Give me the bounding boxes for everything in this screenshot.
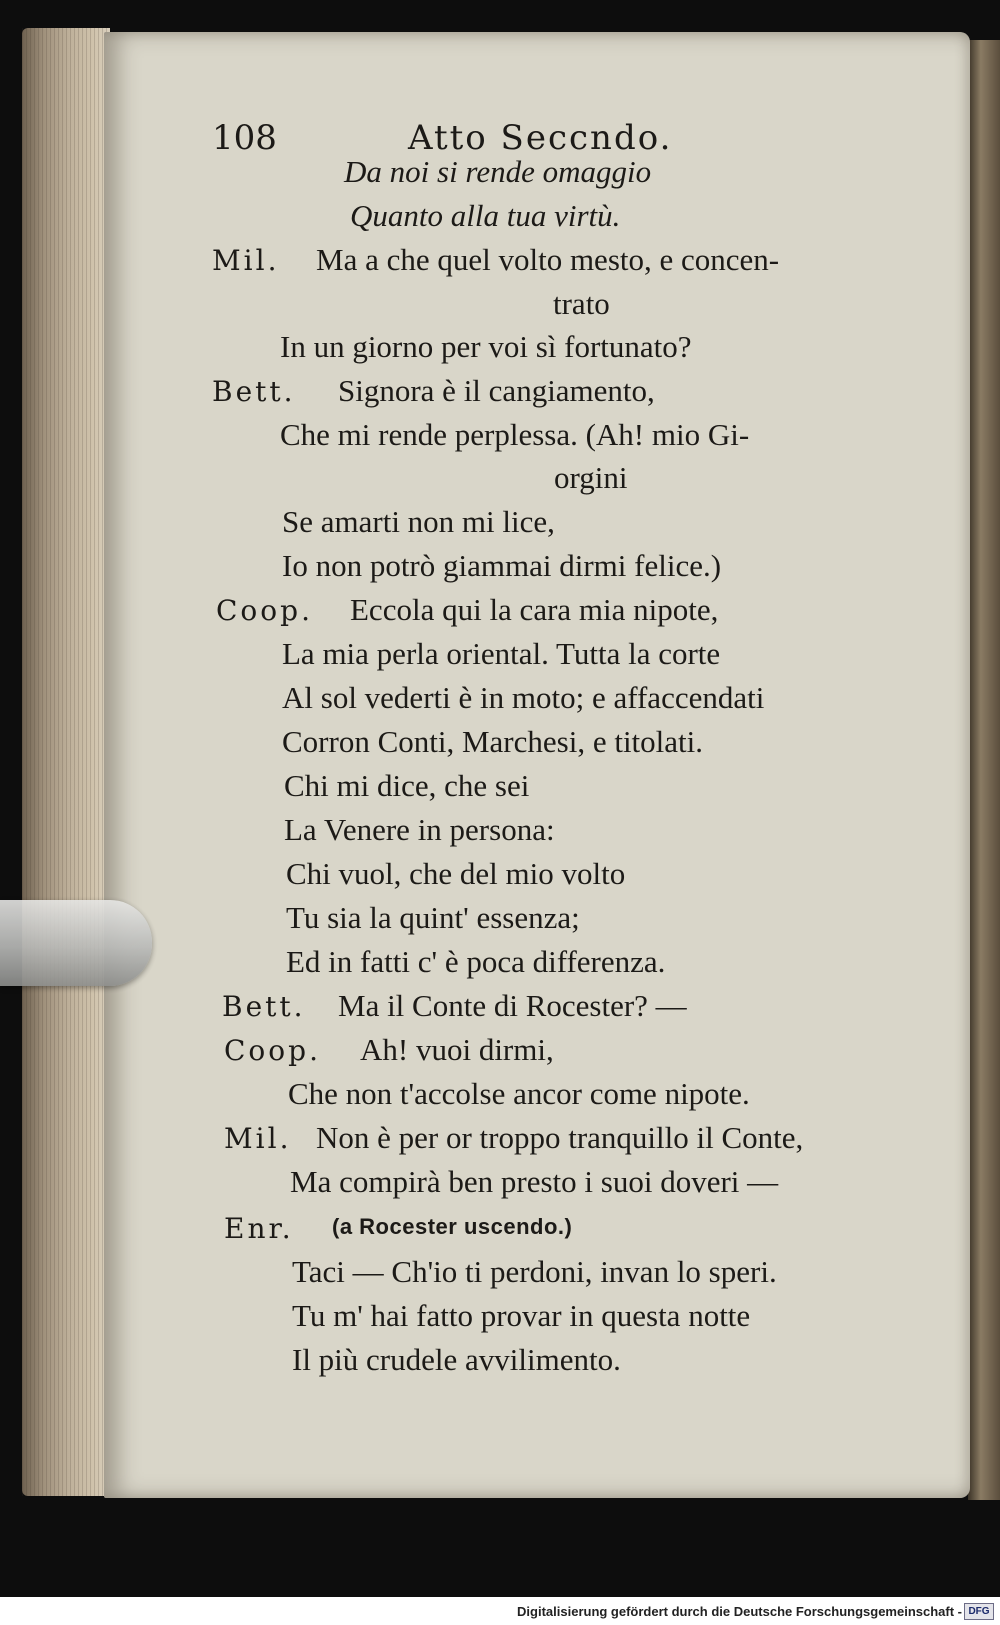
verse-line: Da noi si rende omaggio xyxy=(344,154,652,189)
verse-line: Se amarti non mi lice, xyxy=(282,504,555,539)
facing-page-edge xyxy=(968,40,1000,1500)
verse-line: Tu m' hai fatto provar in questa notte xyxy=(292,1298,751,1333)
verse-line-speaker: Mil. Non è per or troppo tranquillo il Conte, xyxy=(224,1120,804,1155)
speaker-name: Bett. xyxy=(212,375,296,408)
verse-line: Che non t'accolse ancor come nipote. xyxy=(288,1076,750,1111)
verse-line: Che mi rende perplessa. (Ah! mio Gi- xyxy=(280,417,750,452)
verse-line-continuation: trato xyxy=(553,286,610,321)
verse-line: Chi vuol, che del mio volto xyxy=(286,856,626,891)
verse-line: Taci — Ch'io ti perdoni, invan lo speri. xyxy=(292,1254,777,1289)
verse-line-speaker: Coop. Eccola qui la cara mia nipote, xyxy=(216,592,719,627)
speaker-name: Bett. xyxy=(222,990,306,1023)
verse-line-speaker: Bett. Signora è il cangiamento, xyxy=(212,373,655,408)
verse-line: Ed in fatti c' è poca differenza. xyxy=(286,944,666,979)
verse-line-speaker xyxy=(224,1212,573,1245)
verse-line: Tu sia la quint' essenza; xyxy=(286,900,580,935)
funding-credit: Digitalisierung gefördert durch die Deutsche Forschungsgemeinschaft - xyxy=(517,1604,962,1619)
verse-line: Quanto alla tua virtù. xyxy=(350,198,621,233)
verse-line: Ma compirà ben presto i suoi doveri — xyxy=(290,1164,779,1199)
verse-line-speaker: Mil. Ma a che quel volto mesto, e concen- xyxy=(212,242,780,277)
dfg-logo: DFG xyxy=(964,1603,994,1620)
speaker-name: Enr. xyxy=(224,1212,294,1245)
verse-line: La Venere in persona: xyxy=(284,812,555,847)
verse-line: Il più crudele avvilimento. xyxy=(292,1342,621,1377)
speaker-name: Mil. xyxy=(224,1122,292,1155)
verse-line: Corron Conti, Marchesi, e titolati. xyxy=(282,724,704,759)
verse-line-speaker: Coop. Ah! vuoi dirmi, xyxy=(224,1032,554,1067)
verse-line: La mia perla oriental. Tutta la corte xyxy=(282,636,721,671)
stage-direction: (a Rocester uscendo.) xyxy=(332,1214,573,1239)
verse-line: Io non potrò giammai dirmi felice.) xyxy=(282,548,722,583)
speaker-name: Coop. xyxy=(216,594,313,627)
verse-line: Chi mi dice, che sei xyxy=(284,768,530,803)
page-holder-clip xyxy=(0,900,152,986)
verse-line-speaker: Bett. Ma il Conte di Rocester? — xyxy=(222,988,687,1023)
verse-line: In un giorno per voi sì fortunato? xyxy=(280,329,692,364)
verse-line-continuation: orgini xyxy=(554,460,628,495)
verse-line: Al sol vederti è in moto; e affaccendati xyxy=(282,680,765,715)
speaker-name: Mil. xyxy=(212,244,280,277)
page-number: 108 xyxy=(212,118,277,158)
speaker-name: Coop. xyxy=(224,1034,321,1067)
book-page-edges xyxy=(22,28,110,1496)
running-title: Atto Seccndo. xyxy=(408,118,673,158)
digitization-footer xyxy=(0,1597,1000,1625)
book-page xyxy=(104,32,970,1498)
